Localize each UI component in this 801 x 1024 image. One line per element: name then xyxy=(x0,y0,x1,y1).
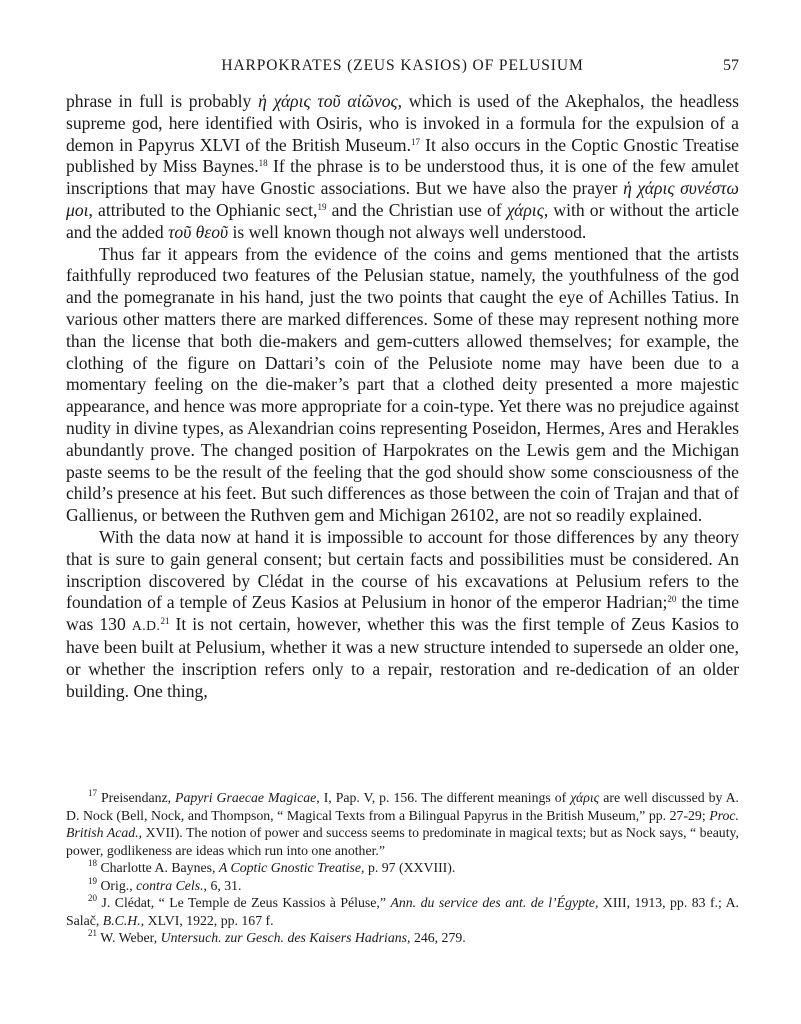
greek-phrase: χάρις xyxy=(506,199,544,220)
greek-phrase: ἡ χάρις τοῦ αἰῶνος xyxy=(258,91,398,111)
citation-title: Proc. British Acad. xyxy=(66,807,739,840)
text-run: is well known though not always well understood. xyxy=(228,221,587,242)
text-run: , 6, 31. xyxy=(203,877,242,893)
greek-phrase: ἡ χάρις συνέστω μοι xyxy=(66,178,739,220)
footnote-21 xyxy=(66,929,739,947)
footnote-ref-19[interactable]: 19 xyxy=(317,201,327,212)
footnote-ref-21[interactable]: 21 xyxy=(160,616,170,627)
footnote-number: 21 xyxy=(88,928,97,938)
text-run: , XVII). The notion of power and success seems to predominate in magical texts; but as Nock says, “ beauty, power, godlikeness are ideas which run into one another.” xyxy=(66,825,739,858)
text-run: Orig., xyxy=(97,877,137,893)
footnote-number: 19 xyxy=(88,875,97,886)
footnote-ref-17[interactable]: 17 xyxy=(410,136,420,147)
paragraph-2: Thus far it appears from the evidence of the coins and gems mentioned that the artists faithfully reproduced two features of the Pelusian statue, namely, the youthfulness of the god and the pomegranate in his hand, just the two points that caught the eye of Achilles Tatius. In various other matters there are marked differences. Some of these may represent nothing more than the license that both die-makers and gem-cutters allowed themselves; for example, the clothing of the figure on Dattari’s coin of the Pelusiote nome may have been due to a momentary feeling on the die-maker’s part that a clothed deity presented a more majestic appearance, and hence was more appropriate for a coin-type. Yet there was no prejudice against nudity in divine types, as Alexandrian coins representing Poseidon, Hermes, Ares and Herakles abundantly prove. The changed position of Harpokrates on the Lewis gem and the Michigan paste seems to be the result of the feeling that the god should show some consciousness of the child’s presence at his feet. But such differences as those between the coin of Trajan and that of Gallienus, or between the Ruthven gem and Michigan 26102, are not so readily explained. xyxy=(66,243,739,526)
text-run: phrase in full is probably xyxy=(66,91,259,111)
footnote-17 xyxy=(66,789,739,859)
text-run: It is not certain, however, whether this was the first temple of Zeus Kasios to have been built at Pelusium, whether it was a new structure intended to supersede an older one, or whether the inscription refers only to a repair, restoration and re-dedication of an older building. One thing, xyxy=(66,614,739,701)
text-run: , attributed to the Ophianic sect, xyxy=(88,199,318,220)
footnote-number: 17 xyxy=(88,788,97,798)
citation-title: contra Cels. xyxy=(136,877,204,893)
paragraph-1 xyxy=(66,91,739,244)
footnote-number: 18 xyxy=(88,858,97,868)
text-run: Charlotte A. Baynes, xyxy=(97,860,219,875)
text-run: the time was 130 xyxy=(66,592,740,635)
running-title: HARPOKRATES (ZEUS KASIOS) OF PELUSIUM xyxy=(221,57,584,74)
text-run: Preisendanz, xyxy=(97,790,176,805)
citation-title: A Coptic Gnostic Treatise xyxy=(218,860,362,875)
era-abbreviation: A.D. xyxy=(131,618,161,634)
text-run: J. Clédat, “ Le Temple de Zeus Kassios à Péluse,” xyxy=(97,895,391,910)
citation-title: Papyri Graecae Magicae xyxy=(175,790,317,805)
text-run: If the phrase is to be understood thus, it is one of the few amulet inscriptions that may have Gnostic associations. But we have also the prayer xyxy=(66,156,740,199)
text-run: W. Weber, xyxy=(97,930,161,945)
footnote-18 xyxy=(66,859,739,877)
text-run: With the data now at hand it is impossible to account for those differences by any theory that is sure to gain general consent; but certain facts and possibilities must be considered. An inscription discovered by Clédat in the course of his excavations at Pelusium refers to the foundation of a temple of Zeus Kasios at Pelusium in honor of the emperor Hadrian; xyxy=(66,526,739,613)
text-run: , I, Pap. V, p. 156. The different meanings of xyxy=(316,790,571,805)
text-run: , XLVI, 1922, pp. 167 f. xyxy=(140,912,274,928)
text-run: are well discussed by A. D. Nock (Bell, Nock, and Thompson, “ Magical Texts from a Bilingual Papyrus in the British Museum,” pp. 27-29; xyxy=(66,790,739,823)
footnote-ref-20[interactable]: 20 xyxy=(667,594,677,605)
footnote-19 xyxy=(66,877,739,895)
text-run: , which is used of the Akephalos, the headless supreme god, here identified with Osiris, who is invoked in a formula for the expulsion of a demon in Papyrus XLVI of the British Museum. xyxy=(66,91,739,155)
citation-title: Untersuch. zur Gesch. des Kaisers Hadrians xyxy=(160,930,408,945)
text-run: , with or without the article and the added xyxy=(66,199,740,242)
main-text xyxy=(66,91,739,702)
text-run: and the Christian use of xyxy=(326,199,507,220)
footnote-ref-18[interactable]: 18 xyxy=(258,158,268,169)
paragraph-3 xyxy=(66,527,739,702)
footnote-20 xyxy=(66,894,739,929)
footnotes xyxy=(66,789,739,947)
text-run: It also occurs in the Coptic Gnostic Treatise published by Miss Baynes. xyxy=(66,134,739,177)
page-number: 57 xyxy=(723,57,739,74)
greek-phrase: τοῦ θεοῦ xyxy=(168,221,229,242)
greek-word: χάρις xyxy=(570,790,600,805)
running-header xyxy=(66,57,739,79)
citation-title: B.C.H. xyxy=(102,912,141,928)
footnote-number: 20 xyxy=(88,893,97,903)
text-run: , XIII, 1913, pp. 83 f.; A. Salač, xyxy=(66,895,739,928)
citation-title: Ann. du service des ant. de l’Égypte xyxy=(390,895,595,910)
text-run: , p. 97 (XXVIII). xyxy=(361,860,456,875)
text-run: , 246, 279. xyxy=(407,930,466,945)
